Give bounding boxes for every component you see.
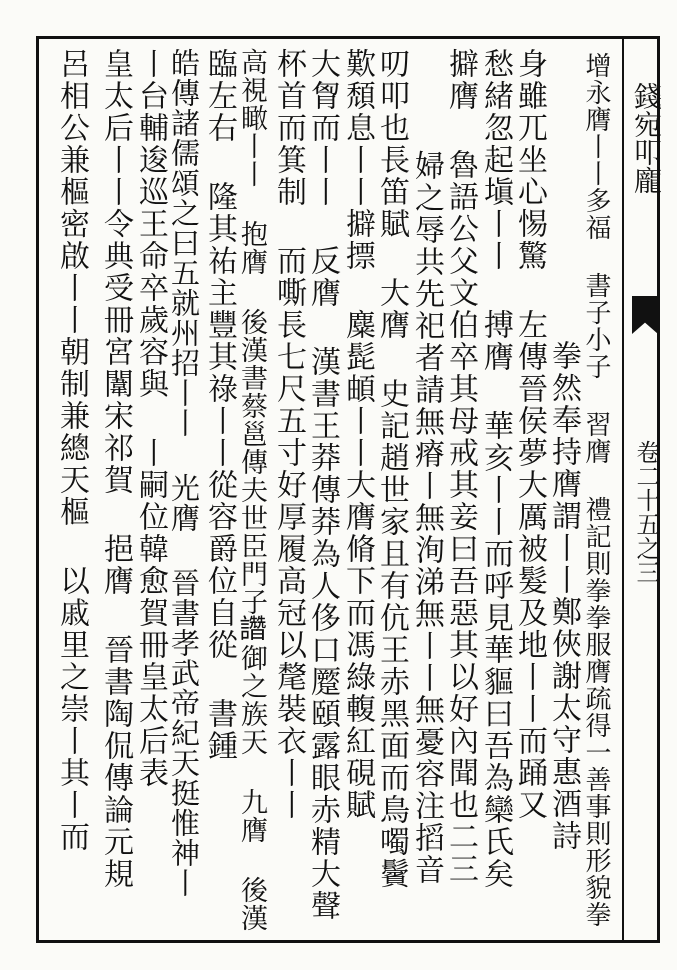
text-column: 婦之辱共先祀者請無瘠丨無洵涕無丨丨無憂容注搯音: [409, 150, 444, 886]
text-column: 擗膺 魯語公父文伯卒其母戒其妾曰吾惡其以好內聞也二三: [443, 48, 478, 885]
text-column: 身雖兀坐心惕驚 左傳晉侯夢大厲被髮及地丨丨而踊又: [512, 48, 547, 821]
header-rule: [622, 36, 624, 943]
chapter-label: 卷二十五之三: [632, 440, 660, 584]
text-column: 歎頹息丨丨擗摽 麋髭頔丨丨大膺脩下而馮綠輹紅硯賦: [340, 48, 375, 821]
text-column: 高視瞰丨丨 抱膺 後漢書蔡邕傳夫世臣門子𧮂御之族天 九膺 後漢: [236, 48, 267, 932]
header-band: [628, 36, 663, 943]
text-column: 皓傳諸儒頌之曰五就州招丨丨 光膺 晉書孝武帝紀天挺惟神丨: [167, 48, 201, 898]
text-column: 叨叩也長笛賦 大膺 史記趙世家且有伉王赤黑面而鳥噣鬢: [374, 48, 409, 890]
text-column: 呂相公兼樞密啟丨丨朝制兼總天樞 以戚里之崇丨其丨而: [54, 48, 89, 853]
text-column: 皇太后丨丨令典受冊宮闈宋祁賀 挹膺 晉書陶侃傳論元規: [98, 48, 133, 890]
book-title: 錢宛叩龐: [630, 82, 663, 194]
text-column: 增永膺丨丨多福 書子小子 習膺 禮記則拳拳服膺疏得一善事則形貌拳: [581, 52, 611, 928]
text-column: 愁緒忽起塡丨丨 搏膺 華亥丨丨而呼見華貙曰吾為欒氏矣: [478, 48, 513, 890]
text-column: 大胷而丨丨 反膺 漢書王莽傳莽為人侈口蹷頤露眼赤精大聲: [305, 48, 340, 922]
text-column: 杯首而箕制 而嘶長七尺五寸好厚履高冠以氂裝衣丨丨: [271, 48, 306, 821]
text-column: 臨左右 隆其祐主豐其祿丨丨從容爵位自從 書鍾: [202, 48, 237, 762]
text-column: 拳然奉持膺謂丨丨鄭俠謝太守惠酒詩: [546, 340, 581, 852]
text-column: 丨台輔逡巡王命卒歲容與 丨嗣位韓愈賀冊皇太后表: [133, 48, 168, 789]
